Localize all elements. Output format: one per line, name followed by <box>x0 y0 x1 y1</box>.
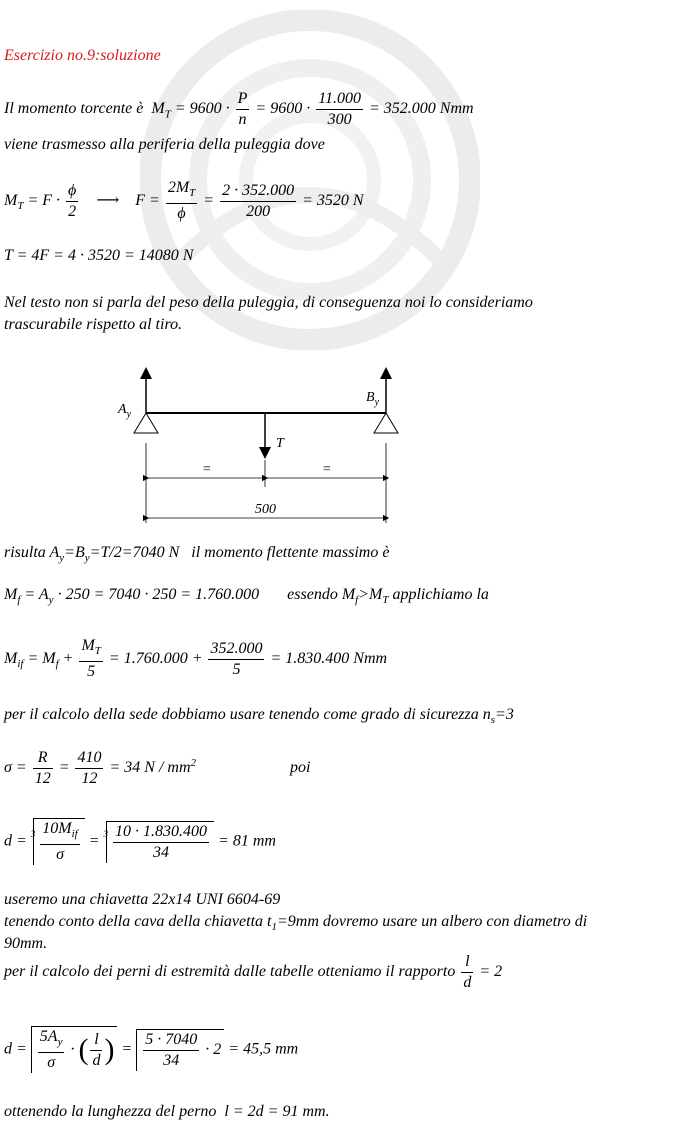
mt-sub: T <box>17 199 24 212</box>
pin-diameter-line <box>4 1026 298 1073</box>
frac-num: 11.000 <box>318 90 361 107</box>
num-sub: if <box>71 828 78 841</box>
pins-eq: = 2 <box>479 963 503 981</box>
fraction-power <box>316 89 363 130</box>
frac-den: ϕ <box>166 203 197 224</box>
fraction-l-d <box>90 1030 102 1071</box>
safety-text: per il calcolo della sede dobbiamo usare tenendo come grado di sicurezza n <box>4 706 491 723</box>
fraction-values <box>113 822 209 863</box>
num-sub: T <box>94 645 101 658</box>
groove-text1: tenendo conto della cava della chiavetta t <box>4 913 272 930</box>
num-sub: T <box>189 187 196 200</box>
frac-num: l <box>94 1030 99 1048</box>
label-b <box>366 390 380 408</box>
fraction-mt-5 <box>79 636 102 682</box>
frac-den: d <box>92 1051 101 1069</box>
mf-symbol: M <box>4 586 18 603</box>
fraction-352000-5 <box>208 639 264 680</box>
final-line <box>4 1103 330 1121</box>
reactions-mid: =B <box>64 544 85 561</box>
mif-result: = 1.830.400 Nmm <box>270 649 388 667</box>
num-text: 5A <box>39 1028 58 1045</box>
torque-formula <box>4 89 474 130</box>
mf-cmp-sub: f <box>355 594 359 607</box>
num-text: 2M <box>167 179 190 196</box>
reactions-line <box>4 544 389 564</box>
mt-symbol: M <box>4 191 18 209</box>
arrow-icon: ⟶ <box>96 191 120 209</box>
torque-result: = 352.000 Nmm <box>369 100 474 118</box>
force-f: F = <box>135 191 160 209</box>
frac-den: 2 <box>66 201 78 222</box>
mt-cmp-sub: T <box>382 594 389 607</box>
frac-num: P <box>237 90 248 107</box>
root-index: 3 <box>30 829 36 840</box>
safety-tail: =3 <box>495 706 514 723</box>
mif-eq2: = 1.760.000 + <box>108 649 203 667</box>
frac-den: 200 <box>220 201 296 222</box>
square-root-1 <box>31 1026 118 1073</box>
frac-den: 5 <box>208 659 264 680</box>
cube-root-2 <box>104 821 215 863</box>
frac-num: R <box>37 749 48 766</box>
groove-sub: 1 <box>271 921 277 934</box>
safety-sub: s <box>490 714 496 727</box>
frac-num: 10 · 1.830.400 <box>115 822 208 840</box>
fraction-r-12 <box>33 748 53 789</box>
bending-moment-line <box>4 586 489 606</box>
beam-diagram <box>110 365 420 530</box>
sigma-line <box>4 748 310 789</box>
frac-num: 352.000 <box>210 639 263 657</box>
frac-den: 12 <box>34 770 51 787</box>
reactions-prefix: risulta A <box>4 544 60 561</box>
sigma-eq1: = <box>58 759 70 777</box>
frac-num: l <box>465 953 470 970</box>
support-b <box>374 413 398 433</box>
label-t: T <box>276 436 284 451</box>
frac-den: σ <box>38 1052 65 1073</box>
fraction-10mif-sigma <box>40 819 79 865</box>
mt-symbol: M <box>151 100 165 118</box>
radical-body <box>103 821 214 863</box>
groove-line <box>4 913 587 933</box>
fraction-5ay-sigma <box>38 1027 65 1073</box>
d2-mul: · 2 <box>205 1040 222 1058</box>
final-dot: . <box>325 1103 330 1120</box>
fraction-values <box>143 1030 199 1071</box>
d2-result: = 45,5 mm <box>228 1040 299 1058</box>
d2-eq1: = <box>121 1040 133 1058</box>
mf-eq1: = A <box>24 586 49 603</box>
d2-symbol: d = <box>4 1040 27 1058</box>
dim-total-label: 500 <box>255 502 276 517</box>
fraction-values <box>220 181 296 222</box>
fraction-410-12 <box>75 748 103 789</box>
page-title: Esercizio no.9:soluzione <box>4 47 161 64</box>
groove-line-2: 90mm. <box>4 935 48 952</box>
torque-eq1: = 9600 · <box>174 100 230 118</box>
paren-left: ( <box>78 1033 89 1067</box>
frac-num <box>79 636 102 661</box>
torque-eq2: = 9600 · <box>255 100 311 118</box>
frac-num <box>38 1027 65 1052</box>
reactions-rest: =T/2=7040 N il momento flettente massimo è <box>89 544 390 561</box>
support-a <box>134 413 158 433</box>
frac-num: ϕ <box>68 181 77 199</box>
num-text: M <box>81 637 95 654</box>
paragraph-line-2: trascurabile rispetto al tiro. <box>4 316 183 333</box>
fraction-p-n <box>236 89 250 130</box>
d2-dot: · <box>70 1040 75 1058</box>
paragraph-line-1: Nel testo non si parla del peso della puleggia, di conseguenza noi lo consideriamo <box>4 294 533 311</box>
mf-text3: applichiamo la <box>388 586 489 603</box>
torque-prefix: Il momento torcente è <box>4 100 144 118</box>
frac-den: 34 <box>113 842 209 863</box>
fraction-l-d <box>461 952 473 993</box>
paren-right: ) <box>104 1033 115 1067</box>
root-index: 3 <box>103 829 109 840</box>
frac-num <box>40 819 79 844</box>
d-result: = 81 mm <box>218 832 276 850</box>
frac-den: 34 <box>143 1050 199 1071</box>
final-formula: l = 2d = 91 mm <box>224 1103 326 1120</box>
frac-den: 300 <box>316 109 363 130</box>
mf-sub: f <box>17 594 21 607</box>
frac-num: 5 · 7040 <box>145 1030 198 1048</box>
ideal-moment-line <box>4 636 387 682</box>
sigma-result: = 34 N / mm <box>109 759 191 777</box>
a-sub: y <box>59 552 65 565</box>
frac-num: 2 · 352.000 <box>222 181 295 199</box>
key-line: useremo una chiavetta 22x14 UNI 6604-69 <box>4 891 281 908</box>
d-symbol: d = <box>4 832 27 850</box>
frac-num <box>166 178 197 203</box>
tension-formula: T = 4F = 4 · 3520 = 14080 N <box>4 247 194 264</box>
force-eq2: = <box>203 191 215 209</box>
label-a-sub: y <box>126 409 132 420</box>
mt-sub: T <box>164 108 171 121</box>
b-sub: y <box>84 552 90 565</box>
force-eq1: = F · <box>27 191 61 209</box>
label-b-text: B <box>366 390 375 405</box>
frac-den: 5 <box>79 661 102 682</box>
force-result: = 3520 N <box>302 191 364 209</box>
frac-den: n <box>236 109 250 130</box>
pins-line <box>4 952 502 993</box>
square-root-2 <box>136 1029 224 1071</box>
groove-text2: =9mm dovremo usare un albero con diametro di <box>276 913 588 930</box>
mif-plus: + <box>62 649 74 667</box>
force-formula <box>4 178 364 224</box>
label-b-sub: y <box>374 397 380 408</box>
text-line-2: viene trasmesso alla periferia della puleggia dove <box>4 136 325 153</box>
mif-symbol: M <box>4 649 18 667</box>
mf-text1: essendo M <box>287 586 356 603</box>
sigma-sup: 2 <box>190 756 197 769</box>
frac-num: 410 <box>77 749 102 766</box>
num-text: 10M <box>42 820 72 837</box>
mif-mf-sub: f <box>55 657 59 670</box>
radical-body <box>30 818 84 865</box>
final-text: ottenendo la lunghezza del perno <box>4 1103 217 1120</box>
safety-line <box>4 706 514 726</box>
mf-eq2: · 250 = 7040 · 250 = 1.760.000 <box>57 586 260 603</box>
cube-root-1 <box>31 818 85 865</box>
num-sub: y <box>57 1036 63 1049</box>
pins-text: per il calcolo dei perni di estremità dalle tabelle otteniamo il rapporto <box>4 963 456 981</box>
equal-mark-left: = <box>202 462 212 477</box>
frac-den: d <box>463 974 472 991</box>
d-eq1: = <box>88 832 100 850</box>
sigma-symbol: σ = <box>4 759 27 777</box>
label-a-text: A <box>118 402 127 417</box>
label-a <box>117 402 132 420</box>
equal-mark-right: = <box>322 462 332 477</box>
frac-den: 12 <box>75 768 103 789</box>
mif-eq1: = M <box>27 649 56 667</box>
ay-sub: y <box>48 594 54 607</box>
mif-sub: if <box>17 657 24 670</box>
poi-text: poi <box>290 759 311 777</box>
diameter-line <box>4 818 276 865</box>
fraction-2mt-phi <box>166 178 197 224</box>
mf-text2: >M <box>358 586 383 603</box>
frac-den: σ <box>40 844 79 865</box>
fraction-phi-2 <box>66 181 78 222</box>
